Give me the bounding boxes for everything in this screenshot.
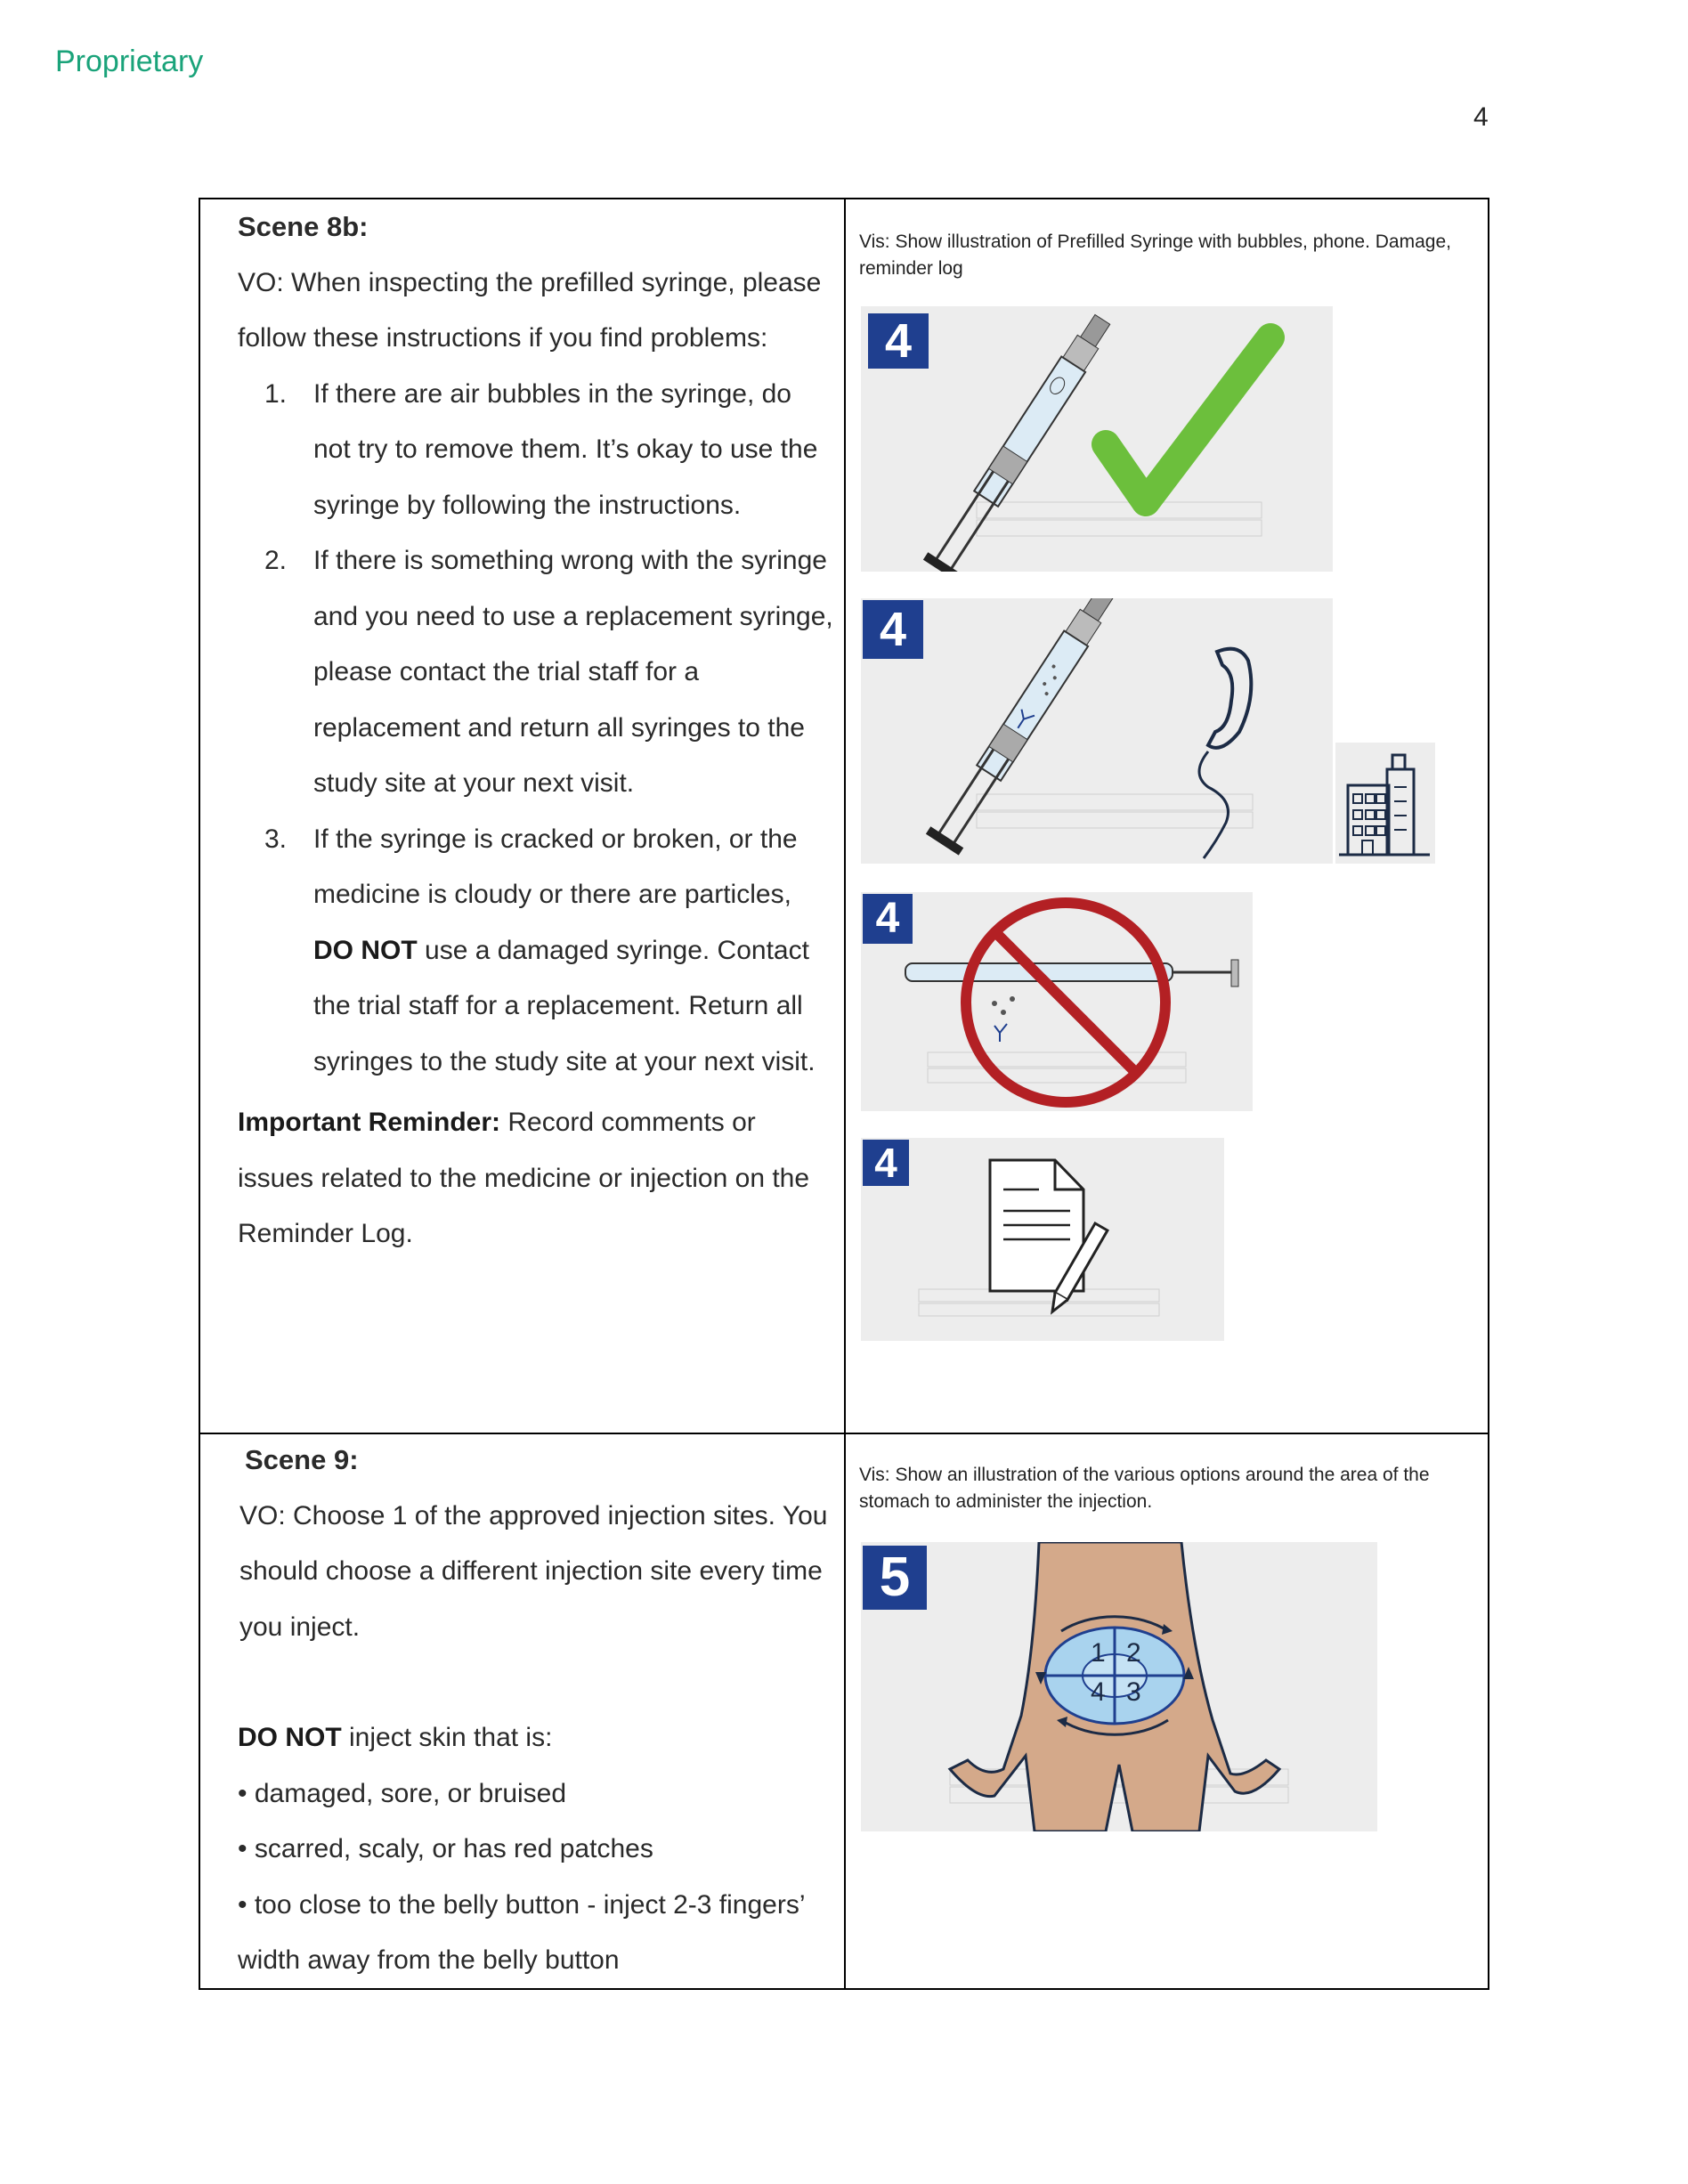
step-badge: 5 (863, 1546, 927, 1610)
prohibited-syringe-graphic (861, 892, 1253, 1111)
do-not-emphasis: DO NOT (313, 935, 418, 965)
injection-site-illustration (861, 1542, 1377, 1831)
list-item-text: If the syringe is cracked or broken, or the medicine is cloudy or there are particles, (313, 824, 798, 909)
bullet-text: too close to the belly button - inject 2-3 fingers’ width away from the belly button (238, 1889, 805, 1975)
damaged-syringe-illustration (861, 892, 1253, 1111)
scene8b-title: Scene 8b: (238, 211, 369, 242)
scene9-title: Scene 9: (245, 1444, 359, 1475)
list-item-text: If there are air bubbles in the syringe, do not try to remove them. It’s okay to use the syringe by following the instructions. (313, 378, 818, 520)
syringe-check-graphic (861, 306, 1333, 572)
step-badge: 4 (863, 1140, 909, 1186)
reminder-log-illustration (861, 1138, 1224, 1341)
scene9-text-cell (238, 1433, 834, 1989)
syringe-phone-graphic (861, 598, 1333, 864)
bullet-text: scarred, scaly, or has red patches (254, 1834, 653, 1863)
list-item-number: 1. (264, 378, 288, 409)
list-item: • scarred, scaly, or has red patches (238, 1834, 653, 1863)
zone-label: 2 (1126, 1638, 1141, 1668)
important-reminder (238, 1095, 834, 1262)
syringe-ok-illustration (861, 306, 1333, 572)
list-item (238, 533, 834, 812)
stomach-graphic (861, 1542, 1377, 1831)
building-icon (1335, 743, 1435, 864)
proprietary-label: Proprietary (55, 45, 204, 78)
step-badge: 4 (868, 313, 929, 369)
list-item-text: If there is something wrong with the syringe and you need to use a replacement syringe, please contact the trial staff for a replacement and return all syringes to the study site at your next visit. (313, 546, 833, 798)
column-divider (844, 199, 846, 1988)
syringe-contact-illustration (861, 598, 1333, 864)
list-item-number: 3. (264, 824, 288, 854)
reminder-label: Important Reminder: (238, 1108, 501, 1137)
reminder-text: Record comments or issues related to the medicine or injection on the Reminder Log. (238, 1108, 810, 1248)
list-item-text: use a damaged syringe. Contact the trial staff for a replacement. Return all syringes to the study site at your next visit. (313, 935, 816, 1076)
scene8b-text-cell (238, 199, 834, 1262)
do-not-inject-text: inject skin that is: (341, 1723, 553, 1752)
list-item (238, 812, 834, 1091)
page-number: 4 (1473, 102, 1489, 132)
scene8b-intro: VO: When inspecting the prefilled syringe, please follow these instructions if you find problems: (238, 267, 822, 353)
step-badge: 4 (863, 894, 913, 944)
zone-label: 3 (1126, 1677, 1141, 1707)
scene9-intro: VO: Choose 1 of the approved injection sites. You should choose a different injection site every time you inject. (239, 1500, 828, 1642)
scene8b-instructions-list (238, 367, 834, 1091)
list-item: • damaged, sore, or bruised (238, 1778, 567, 1808)
bullet-text: damaged, sore, or bruised (254, 1778, 567, 1808)
building-graphic (1335, 743, 1435, 864)
do-not-emphasis: DO NOT (238, 1723, 342, 1752)
list-item (238, 367, 834, 534)
scene8b-vis-note: Vis: Show illustration of Prefilled Syringe with bubbles, phone. Damage, reminder log (859, 231, 1451, 279)
step-badge: 4 (863, 600, 923, 659)
list-item: • too close to the belly button - inject 2-3 fingers’ width away from the belly button (238, 1889, 805, 1975)
scene9-vis-note: Vis: Show an illustration of the various options around the area of the stomach to administer the injection. (859, 1465, 1430, 1512)
do-not-inject-heading (238, 1710, 834, 1766)
zone-label: 4 (1091, 1677, 1106, 1707)
spacer (238, 1655, 834, 1710)
zone-label: 1 (1091, 1638, 1106, 1668)
scene-table (199, 198, 1489, 1990)
list-item-number: 2. (264, 546, 288, 575)
document-pen-graphic (861, 1138, 1224, 1341)
